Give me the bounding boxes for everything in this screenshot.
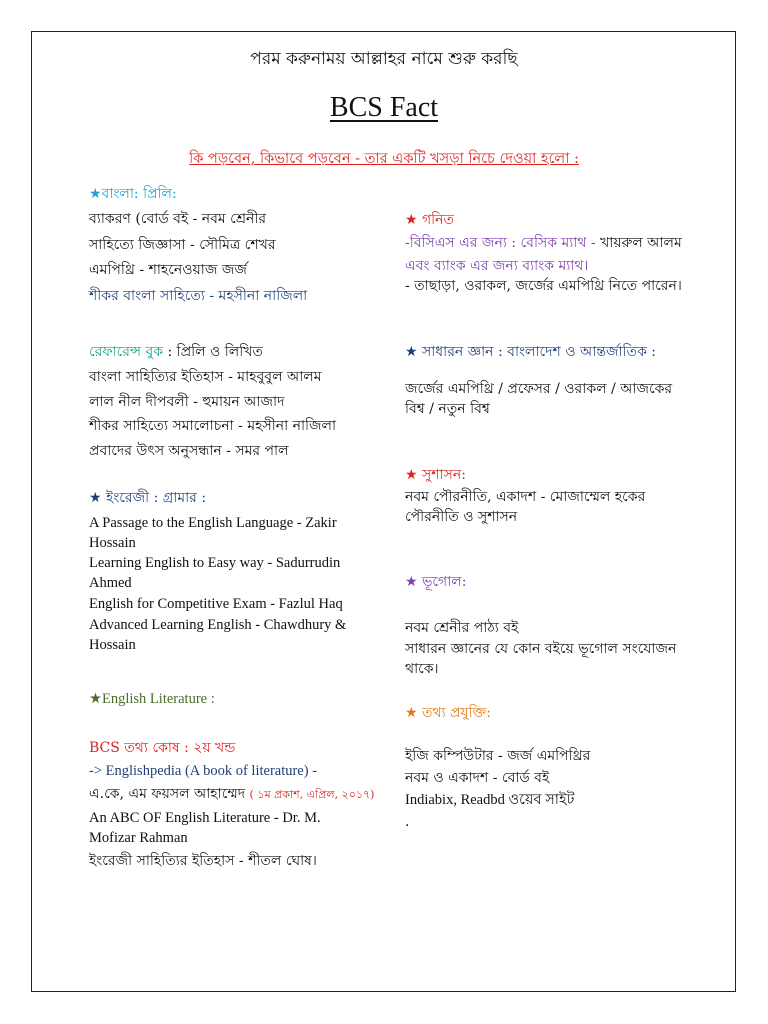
- gk-line: জর্জের এমপিথ্রি / প্রফেসর / ওরাকল / আজকের বিশ্ব / নতুন বিশ্ব: [405, 381, 673, 417]
- reference-item: লাল নীল দীপবলী - হুমায়ন আজাদ: [89, 394, 285, 410]
- page-subtitle: [0, 148, 768, 172]
- geography-line-1: নবম শ্রেনীর পাঠ্য বই: [405, 620, 519, 636]
- literature-heading: ★English Literature :: [89, 691, 215, 707]
- english-item: English for Competitive Exam - Fazlul Haq: [89, 596, 343, 612]
- geography-line-2: সাধারন জ্ঞানের যে কোন বইয়ে ভূগোল সংযোজন থাকে।: [405, 641, 677, 677]
- englishpedia-edition: ( ১ম প্রকাশ, এপ্রিল, ২০১৭): [249, 788, 375, 801]
- governance-heading: ★ সুশাসন:: [405, 467, 466, 483]
- geography-heading: ★ ভূগোল:: [405, 574, 467, 590]
- ict-heading: ★ তথ্য প্রযুক্তি:: [405, 705, 491, 721]
- bismillah-line: পরম করুনাময় আল্লাহর নামে শুরু করছি: [250, 49, 518, 69]
- gk-heading: ★ সাধারন জ্ঞান : বাংলাদেশ ও আন্তর্জাতিক :: [405, 344, 657, 360]
- bangla-item: এমপিথ্রি - শাহনেওয়াজ জর্জ: [89, 262, 247, 278]
- ict-line-4: .: [405, 814, 410, 830]
- reference-heading: রেফারেন্স বুক: [89, 344, 164, 360]
- englishpedia-line: -> Englishpedia (A book of literature) -: [89, 763, 318, 779]
- math-heading-line: [405, 210, 454, 230]
- reference-item: বাংলা সাহিত্যির ইতিহাস - মাহবুবুল আলম: [89, 369, 322, 385]
- math-line-2: এবং ব্যাংক এর জন্য ব্যাংক ম্যাথ।: [405, 258, 589, 274]
- reference-item: শীকর সাহিত্যে সমালোচনা - মহসীনা নাজিলা: [89, 418, 337, 434]
- bcs-tottho-line: BCS তথ্য কোষ : ২য় খন্ড: [89, 740, 236, 756]
- bangla-heading: ★বাংলা: প্রিলি:: [89, 186, 177, 202]
- governance-line: নবম পৌরনীতি, একাদশ - মোজাম্মেল হকের পৌরনীতি ও সুশাসন: [405, 489, 646, 525]
- page-subtitle-text: কি পড়বেন, কিভাবে পড়বেন - তার একটি খসড়া নিচে দেওয়া হলো :: [189, 151, 579, 167]
- ict-line-2: নবম ও একাদশ - বোর্ড বই: [405, 770, 550, 786]
- math-heading: ★ গনিত: [405, 212, 455, 228]
- page-title-text: BCS Fact: [329, 92, 439, 123]
- math-line-3: - তাছাড়া, ওরাকল, জর্জের এমপিথ্রি নিতে পারেন।: [405, 278, 682, 294]
- english-item: Advanced Learning English - Chawdhury & Hossain: [89, 617, 347, 653]
- reference-heading-line: [89, 342, 263, 362]
- bangla-item: ব্যাকরণ (বোর্ড বই - নবম শ্রেনীর: [89, 211, 267, 227]
- reference-item: প্রবাদের উৎস অনুসন্ধান - সমর পাল: [89, 443, 289, 459]
- history-book-line: ইংরেজী সাহিত্যির ইতিহাস - শীতল ঘোষ।: [89, 853, 317, 869]
- math-line-1-b: খায়রুল আলম: [600, 235, 682, 251]
- english-item: A Passage to the English Language - Zakir Hossain: [89, 515, 337, 551]
- ict-line-1: ইজি কম্পিউটার - জর্জ এমপিথ্রির: [405, 748, 591, 764]
- bangla-item: শীকর বাংলা সাহিত্যে - মহসীনা নাজিলা: [89, 288, 308, 304]
- ict-line-3: Indiabix, Readbd ওয়েব সাইট: [405, 792, 575, 808]
- english-item: Learning English to Easy way - Sadurrudin Ahmed: [89, 555, 341, 591]
- abc-book-line: An ABC OF English Literature - Dr. M. Mofizar Rahman: [89, 810, 321, 846]
- bangla-item: সাহিত্যে জিজ্ঞাসা - সৌমিত্র শেখর: [89, 237, 276, 253]
- page-title: [0, 92, 768, 124]
- math-line-1: [405, 233, 682, 253]
- englishpedia-author: এ.কে, এম ফয়সল আহাম্মেদ: [89, 786, 246, 802]
- englishpedia-author-line: [89, 784, 374, 805]
- reference-heading-tail: : প্রিলি ও লিখিত: [167, 344, 263, 360]
- english-heading: ★ ইংরেজী : গ্রামার :: [89, 490, 207, 506]
- math-line-1-a: -বিসিএস এর জন্য : বেসিক ম্যাথ -: [405, 235, 601, 251]
